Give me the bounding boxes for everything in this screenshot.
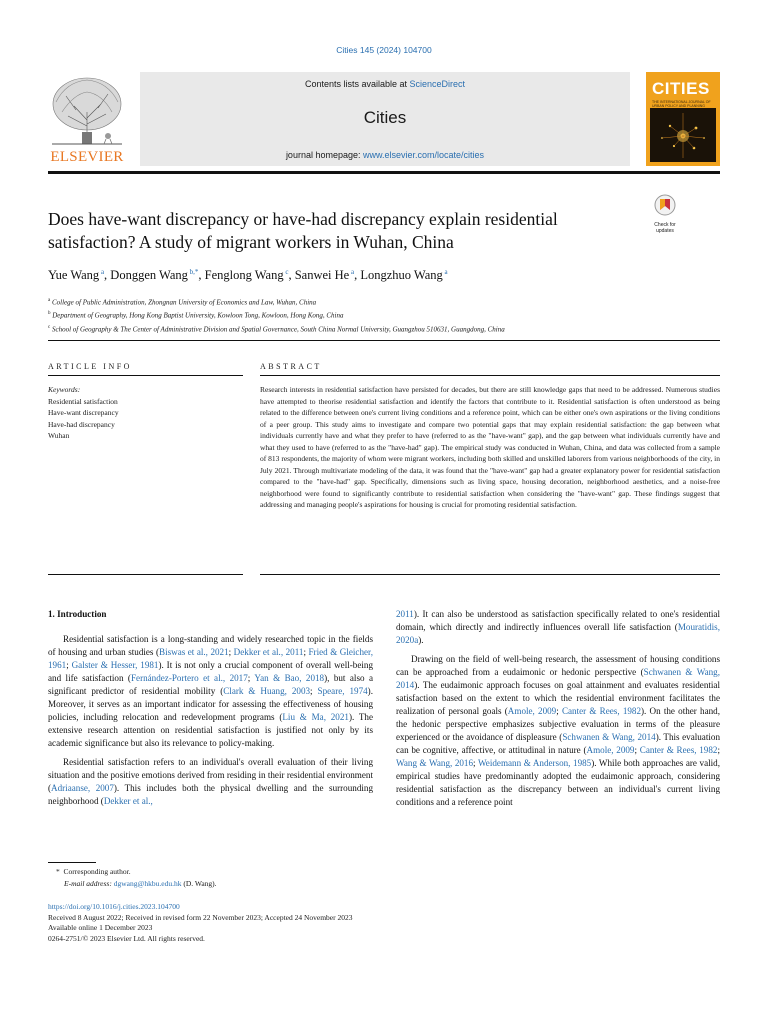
citation-link[interactable]: Yan & Bao, 2018 [254, 673, 325, 683]
publication-info [48, 902, 720, 944]
citation-link[interactable]: Biswas et al., 2021 [159, 647, 229, 657]
footnote-rule [48, 862, 96, 863]
corresponding-note [48, 866, 720, 878]
journal-name: Cities [363, 108, 407, 127]
asterisk-mark: * [56, 867, 60, 876]
affiliation: $^a$ College of Public Administration, Zhongnan University of Economics and Law, Wuhan, China [48, 298, 317, 307]
body-paragraph: Residential satisfaction refers to an individual's overall evaluation of their living situation and the positive emotions derived from residing in their residential environment (Adriaanse, 2007). This includes both the physical dwelling and the surrounding neighborhood (Dekker et al., [48, 757, 373, 806]
footnotes [48, 866, 720, 889]
author-name: Donggen Wang [110, 268, 188, 283]
author-name: Sanwei He [294, 268, 350, 283]
citation-link[interactable]: Canter & Rees, 1982 [561, 706, 642, 716]
sciencedirect-link[interactable]: ScienceDirect [409, 79, 466, 89]
affiliation: $^b$ Department of Geography, Hong Kong Baptist University, Kowloon Tong, Kowloon, Hong Kong, China [48, 311, 344, 320]
journal-masthead [140, 72, 630, 166]
citation-link[interactable]: Amole, 2009 [586, 745, 635, 755]
author-list: Yue Wang $^a$, Donggen Wang $^{b,*}$, Fenglong Wang $^c$, Sanwei He $^a$, Longzhuo Wang $^a$ [48, 268, 448, 283]
author-affiliation-mark[interactable]: a [349, 268, 355, 276]
body-paragraph: 2011). It can also be understood as satisfaction specifically related to one's residential domain, which directly and indirectly influences overall life satisfaction (Mouratidis, 2020a). [396, 609, 720, 645]
received-dates: Received 8 August 2022; Received in revised form 22 November 2023; Accepted 24 November 2023 [48, 912, 353, 922]
elsevier-logo[interactable] [46, 72, 128, 166]
check-updates-icon [648, 193, 682, 217]
journal-cover[interactable] [646, 72, 720, 166]
abstract-heading: ABSTRACT [260, 362, 322, 371]
homepage-prefix: journal homepage: [285, 150, 363, 160]
citation-link[interactable]: Liu & Ma, 2021 [282, 712, 349, 722]
keyword: Have-had discrepancy [48, 419, 115, 429]
author-name: Yue Wang [48, 268, 100, 283]
copyright: 0264-2751/© 2023 Elsevier Ltd. All rights reserved. [48, 933, 205, 943]
body-column-right [396, 608, 720, 809]
author-name: Longzhuo Wang [360, 268, 443, 283]
cover-subtitle: THE INTERNATIONAL JOURNAL OF URBAN POLICY AND PLANNING [652, 100, 711, 108]
citation-link[interactable]: Mouratidis, 2020a [396, 622, 720, 645]
citation-link[interactable]: Schwanen & Wang, 2014 [562, 732, 656, 742]
keyword: Residential satisfaction [48, 396, 118, 406]
author-name: Fenglong Wang [204, 268, 284, 283]
keywords-block [48, 384, 243, 442]
citation-link[interactable]: Fernández-Portero et al., 2017 [130, 673, 248, 683]
citation-link[interactable]: Clark & Huang, 2003 [223, 686, 311, 696]
citation-link[interactable]: Schwanen & Wang, 2014 [396, 667, 720, 690]
citation-link[interactable]: Canter & Rees, 1982 [639, 745, 718, 755]
keywords-label: Keywords: [48, 385, 81, 394]
citation-link[interactable]: Dekker et al., 2011 [233, 647, 304, 657]
citation-link[interactable]: Dekker et al., [103, 796, 153, 806]
affiliations [48, 295, 728, 335]
citation-link[interactable]: Speare, 1974 [317, 686, 368, 696]
article-info-bottom-rule [48, 574, 243, 575]
author-affiliation-mark[interactable]: b,* [187, 268, 199, 276]
section-heading: 1. Introduction [48, 609, 107, 619]
doi-link[interactable]: https://doi.org/10.1016/j.cities.2023.104700 [48, 902, 180, 911]
author-affiliation-mark[interactable]: a [99, 268, 105, 276]
citation-link[interactable]: Adriaanse, 2007 [51, 783, 114, 793]
abstract-bottom-rule [260, 574, 720, 575]
author-affiliation-mark[interactable]: c [283, 268, 289, 276]
citation-link[interactable]: Wang & Wang, 2016 [396, 758, 474, 768]
author-affiliation-mark[interactable]: a [442, 268, 448, 276]
citation-link[interactable]: 2011 [396, 609, 414, 619]
article-info-rule [48, 340, 720, 341]
elsevier-tree-icon [46, 72, 128, 148]
abstract-text: Research interests in residential satisfaction have persisted for decades, but there are still knowledge gaps that need to be addressed. Numerous studies have attempted to theorise residential satisfaction and identify the factors that contribute to it. Residential satisfaction is often understood as being related to the difference between one's current living conditions and a reference point, which can be either one's own aspirations or the living conditions of a peer group. This study aims to investigate and compare two potential gaps that may explain residential satisfaction: the gap between what individuals currently have and what they prefer to have (referred to as the "have-want" gap), and the gap between what individuals currently have and what they used to have (referred to as the "have-had" gap). The empirical study was conducted in Wuhan, China, and data was collected from a sample of 813 respondents, the majority of whom were migrant workers, including both skilled and unskilled laborers from various neighborhoods of the city, in July 2021. Through multivariate modeling of the data, it was found that the "have-want" gap had a greater explanatory power for residential satisfaction compared to the "have-had" gap. Specifically, dimensions such as living space, housing decoration, neighborhood aesthetics, and a noise-free neighborhood were found to significantly contribute to residential satisfaction when considering the "have-want" gap. These findings suggest that addressing and managing people's aspirations for housing is crucial for promoting residential satisfaction. [260, 385, 720, 509]
cover-city-map-icon [650, 108, 716, 162]
body-column-left [48, 608, 373, 808]
email-label: E-mail address: [64, 878, 112, 888]
abstract-subrule [260, 375, 720, 376]
keyword: Wuhan [48, 431, 70, 440]
citation-link[interactable]: Weidemann & Anderson, 1985 [477, 758, 592, 768]
check-for-updates-badge[interactable] [648, 193, 682, 234]
journal-reference[interactable]: Cities 145 (2024) 104700 [336, 45, 432, 55]
elsevier-wordmark: ELSEVIER [50, 149, 124, 165]
contents-prefix: Contents lists available at [304, 79, 410, 89]
header-rule [48, 171, 720, 174]
email-note [48, 878, 720, 890]
body-paragraph: Residential satisfaction is a long-standing and widely researched topic in the fields of housing and urban studies (Biswas et al., 2021; Dekker et al., 2011; Fried & Gleicher, 1961; Galster & Hesser, 1981). It is not only a crucial component of overall well-being and life satisfaction (Fernández-Portero et al., 2017; Yan & Bao, 2018), but also a significant predictor of residential mobility (Clark & Huang, 2003; Speare, 1974). Moreover, it serves as an important indicator for assessing the effectiveness of housing policies, including relocation and redevelopment programs (Liu & Ma, 2021). The extensive research attention on residential satisfaction is justified not only by its academic significance but also its relevance to policy-making. [48, 634, 373, 748]
homepage-link[interactable]: www.elsevier.com/locate/cities [363, 150, 485, 160]
citation-link[interactable]: Amole, 2009 [507, 706, 557, 716]
citation-link[interactable]: Galster & Hesser, 1981 [71, 660, 159, 670]
keyword: Have-want discrepancy [48, 408, 119, 417]
article-info-subrule [48, 375, 243, 376]
corresponding-text: Corresponding author. [63, 867, 131, 876]
email-link[interactable]: dgwang@hkbu.edu.hk [113, 878, 182, 888]
cover-title: CITIES [652, 79, 710, 98]
body-paragraph: Drawing on the field of well-being research, the assessment of housing conditions can be approached from a eudaimonic or hedonic perspective (Schwanen & Wang, 2014). The eudaimonic approach focuses on goal attainment and evaluates residential satisfaction based on the extent to which the residential environment facilitates the realization of personal goals (Amole, 2009; Canter & Rees, 1982). On the other hand, the hedonic perspective emphasizes subjective evaluation in terms of the pleasure experienced or the avoidance of displeasure (Schwanen & Wang, 2014). This evaluation can be cognitive, affective, or attitudinal in nature (Amole, 2009; Canter & Rees, 1982; Wang & Wang, 2016; Weidemann & Anderson, 1985). While both approaches are valid, empirical studies have predominantly adopted the eudaimonic approach, considering residential satisfaction as the discrepancy between an individual's current living conditions and a reference point [396, 654, 720, 807]
homepage-line [140, 150, 630, 160]
paper-title: Does have-want discrepancy or have-had discrepancy explain residential satisfaction? A study of migrant workers in Wuhan, China [48, 209, 558, 252]
article-info-heading: ARTICLE INFO [48, 362, 132, 371]
available-online: Available online 1 December 2023 [48, 923, 153, 932]
check-updates-label: Check for updates [654, 222, 676, 234]
contents-line [140, 79, 630, 89]
email-suffix: (D. Wang). [183, 878, 217, 888]
citation-link[interactable]: Fried & Gleicher, 1961 [48, 647, 373, 670]
affiliation: $^c$ School of Geography & The Center of Administrative Division and Spatial Governance, South China Normal University, Guangzhou 510631, Guangdong, China [48, 324, 505, 333]
